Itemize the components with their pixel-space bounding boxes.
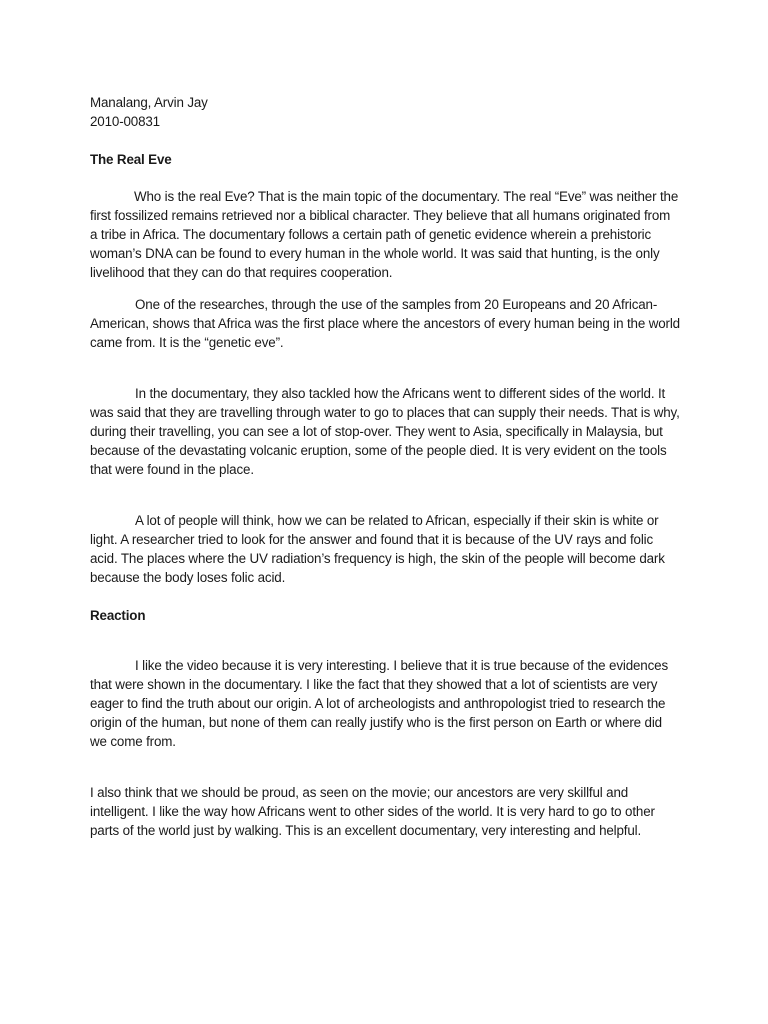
- student-id: 2010-00831: [90, 114, 160, 129]
- paragraph-3: In the documentary, they also tackled how the Africans went to different sides of the world. It was said that they are travelling through water to go to places that can supply their needs. That is why, during their travelling, you can see a lot of stop-over. They went to Asia, specifically in Malaysia, but because of the devastating volcanic eruption, some of the people died. It is very evident on the tools that were found in the place.: [90, 386, 680, 477]
- document-title: The Real Eve: [90, 152, 172, 167]
- paragraph-4: A lot of people will think, how we can be related to African, especially if their skin is white or light. A researcher tried to look for the answer and found that it is because of the UV rays and folic acid. The places where the UV radiation’s frequency is high, the skin of the people will become dark because the body loses folic acid.: [90, 513, 665, 585]
- reaction-heading: Reaction: [90, 608, 146, 623]
- paragraph-1: Who is the real Eve? That is the main topic of the documentary. The real “Eve” was neither the first fossilized remains retrieved nor a biblical character. They believe that all humans originated from a tribe in Africa. The documentary follows a certain path of genetic evidence wherein a prehistoric woman’s DNA can be found to every human in the whole world. It was said that hunting, is the only livelihood that they can do that requires cooperation.: [90, 189, 679, 280]
- reaction-paragraph-2: I also think that we should be proud, as seen on the movie; our ancestors are very skillful and intelligent. I like the way how Africans went to other sides of the world. It is very hard to go to other parts of the world just by walking. This is an excellent documentary, very interesting and helpful.: [90, 785, 655, 838]
- author-name: Manalang, Arvin Jay: [90, 95, 208, 110]
- paragraph-2: One of the researches, through the use of the samples from 20 Europeans and 20 African-American, shows that Africa was the first place where the ancestors of every human being in the world came from. It is the “genetic eve”.: [90, 297, 680, 350]
- reaction-paragraph-1: I like the video because it is very interesting. I believe that it is true because of the evidences that were shown in the documentary. I like the fact that they showed that a lot of scientists are very eager to find the truth about our origin. A lot of archeologists and anthropologist tried to research the origin of the human, but none of them can really justify who is the first person on Earth or where did we come from.: [90, 658, 668, 749]
